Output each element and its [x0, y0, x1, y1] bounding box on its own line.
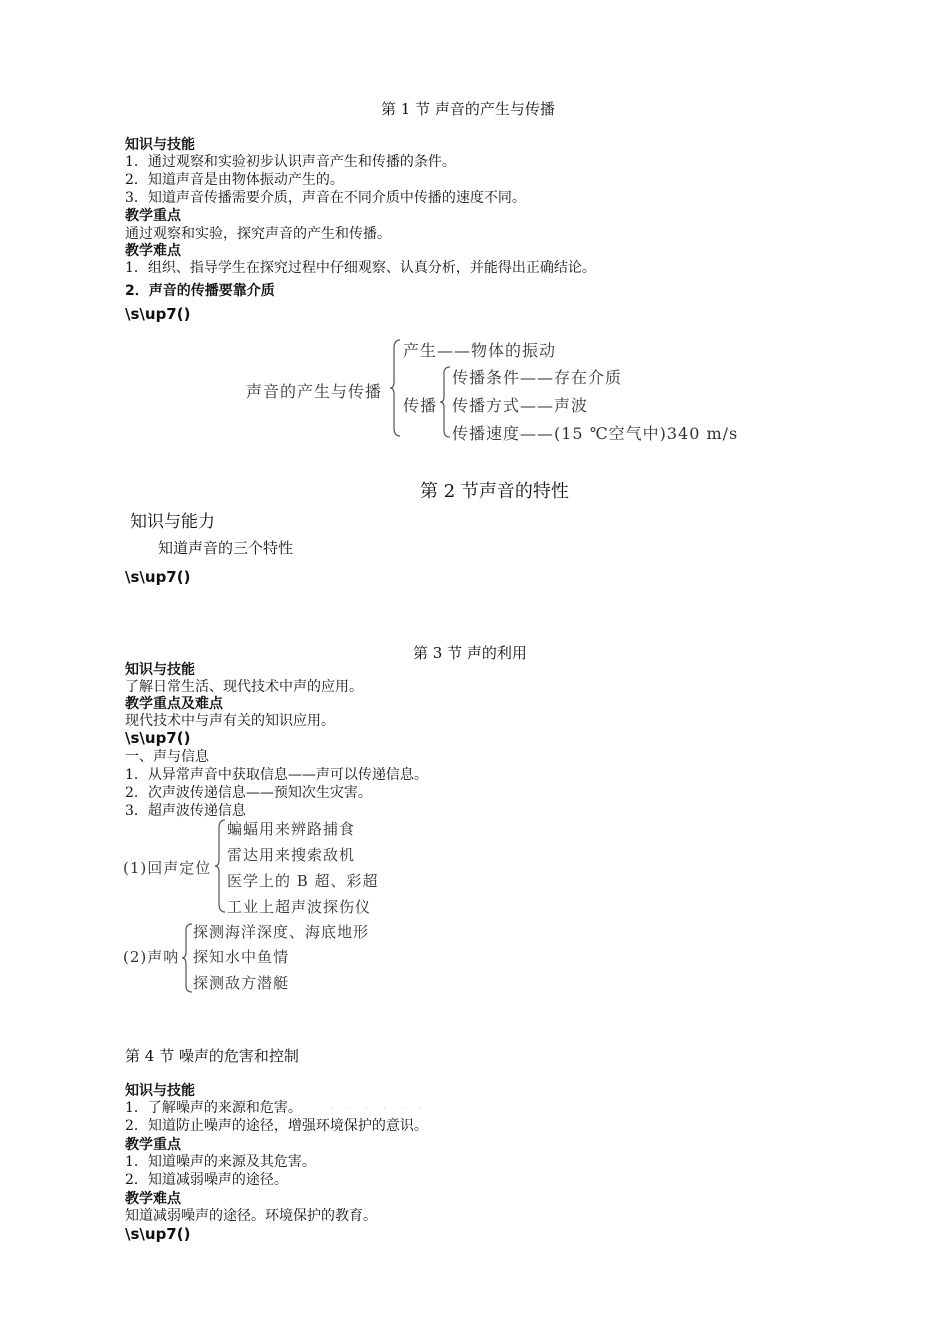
sonar-item: 探知水中鱼情 — [193, 948, 290, 966]
section4-knowledge-item-1: 1．了解噪声的来源和危害。 — [125, 1100, 302, 1116]
sonar-item: 探测敌方潜艇 — [193, 974, 290, 992]
diagram-mode-label: 传播方式——声波 — [452, 396, 589, 415]
section3-title: 第 3 节 声的利用 — [413, 644, 527, 662]
section4-title: 第 4 节 噪声的危害和控制 — [125, 1047, 299, 1065]
section1-title: 第 1 节 声音的产生与传播 — [381, 100, 555, 118]
section4-focus-item-2: 2．知道减弱噪声的途径。 — [125, 1172, 288, 1188]
section1-knowledge-heading: 知识与技能 — [125, 137, 195, 153]
section4-knowledge-heading: 知识与技能 — [125, 1083, 195, 1099]
echo-item: 医学上的 B 超、彩超 — [227, 872, 379, 890]
section4-difficulty: 知道减弱噪声的途径。环境保护的教育。 — [125, 1208, 377, 1224]
section1-knowledge-item-2: 2．知道声音是由物体振动产生的。 — [125, 172, 344, 188]
section1-knowledge-item-1: 1．通过观察和实验初步认识声音产生和传播的条件。 — [125, 154, 456, 170]
sonar-item: 探测海洋深度、海底地形 — [193, 923, 370, 941]
diagram-speed-label: 传播速度——(15 ℃空气中)340 m/s — [452, 424, 739, 443]
diagram-condition-label: 传播条件——存在介质 — [452, 368, 623, 387]
section2-ability-item: 知道声音的三个特性 — [158, 539, 294, 557]
section1-knowledge-item-3: 3．知道声音传播需要介质，声音在不同介质中传播的速度不同。 — [125, 190, 526, 206]
section3-list-item-3: 3．超声波传递信息 — [125, 803, 246, 819]
section1-difficulty-item-2: 2．声音的传播要靠介质 — [125, 283, 275, 299]
diagram-brace-inner — [440, 365, 452, 439]
section2-title: 第 2 节声音的特性 — [420, 481, 569, 502]
section3-code-field: \s\up7() — [125, 729, 191, 747]
section3-list-item-1: 1．从异常声音中获取信息——声可以传递信息。 — [125, 767, 428, 783]
section4-focus-heading: 教学重点 — [125, 1137, 181, 1153]
section2-ability-heading: 知识与能力 — [130, 512, 215, 532]
section1-focus: 通过观察和实验，探究声音的产生和传播。 — [125, 226, 391, 242]
section4-knowledge-item-2: 2．知道防止噪声的途径，增强环境保护的意识。 — [125, 1118, 428, 1134]
diagram-root-label: 声音的产生与传播 — [246, 382, 383, 401]
section1-difficulty-heading: 教学难点 — [125, 243, 181, 259]
section3-focus: 现代技术中与声有关的知识应用。 — [125, 713, 335, 729]
echo-item: 工业上超声波探伤仪 — [227, 898, 372, 916]
section3-focus-heading: 教学重点及难点 — [125, 696, 223, 712]
section4-code-field: \s\up7() — [125, 1225, 191, 1243]
echo-brace — [215, 818, 227, 914]
diagram-spread-label: 传播 — [403, 396, 438, 415]
diagram-produce-label: 产生——物体的振动 — [403, 341, 557, 360]
diagram-brace-outer — [390, 338, 402, 438]
section3-knowledge: 了解日常生活、现代技术中声的应用。 — [125, 679, 363, 695]
section4-difficulty-heading: 教学难点 — [125, 1191, 181, 1207]
echo-location-label: (1)回声定位 — [123, 859, 212, 877]
section3-list-heading: 一、声与信息 — [125, 749, 209, 765]
sonar-label: (2)声呐 — [123, 948, 180, 966]
section2-code-field: \s\up7() — [125, 568, 191, 586]
section1-code-field: \s\up7() — [125, 305, 191, 323]
section1-difficulty-item-1: 1．组织、指导学生在探究过程中仔细观察、认真分析，并能得出正确结论。 — [125, 260, 596, 276]
echo-item: 蝙蝠用来辨路捕食 — [227, 820, 356, 838]
section3-knowledge-heading: 知识与技能 — [125, 662, 195, 678]
section3-list-item-2: 2．次声波传递信息——预知次生灾害。 — [125, 785, 372, 801]
section1-focus-heading: 教学重点 — [125, 208, 181, 224]
section4-focus-item-1: 1．知道噪声的来源及其危害。 — [125, 1154, 316, 1170]
faint-watermark: · · · · · · — [330, 1104, 428, 1114]
echo-item: 雷达用来搜索敌机 — [227, 846, 356, 864]
